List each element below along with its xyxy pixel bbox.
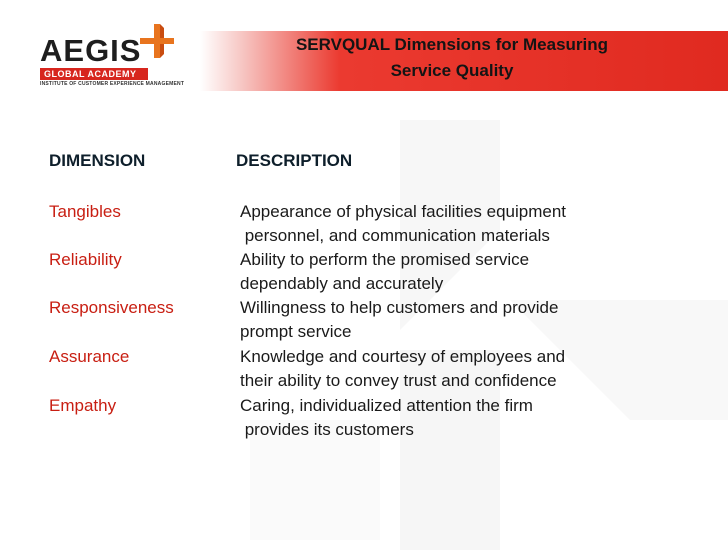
dimension-label: Assurance (49, 347, 130, 366)
column-header-description: DESCRIPTION (236, 151, 353, 170)
description-line: Caring, individualized attention the firm (240, 396, 533, 415)
description-line: personnel, and communication materials (240, 226, 550, 245)
description-line: Ability to perform the promised service (240, 250, 530, 269)
column-header-dimension: DIMENSION (49, 151, 146, 170)
description-line: Appearance of physical facilities equipment (240, 202, 567, 221)
description-line: Willingness to help customers and provide (240, 298, 559, 317)
slide-title-line2: Service Quality (390, 61, 514, 80)
slide-title-line1: SERVQUAL Dimensions for Measuring (295, 35, 609, 54)
description-line: Knowledge and courtesy of employees and (240, 347, 566, 366)
dimension-label: Empathy (49, 396, 117, 415)
logo-wordmark: AEGIS (40, 33, 142, 68)
dimension-label: Tangibles (49, 202, 121, 221)
logo-band-text: GLOBAL ACADEMY (44, 69, 137, 79)
dimension-label: Reliability (49, 250, 122, 269)
description-line: their ability to convey trust and confidence (240, 371, 557, 390)
logo-tagline: INSTITUTE OF CUSTOMER EXPERIENCE MANAGEMENT (40, 81, 185, 87)
description-line: prompt service (240, 322, 352, 341)
description-line: dependably and accurately (240, 274, 444, 293)
dimension-label: Responsiveness (49, 298, 174, 317)
description-line: provides its customers (240, 420, 414, 439)
